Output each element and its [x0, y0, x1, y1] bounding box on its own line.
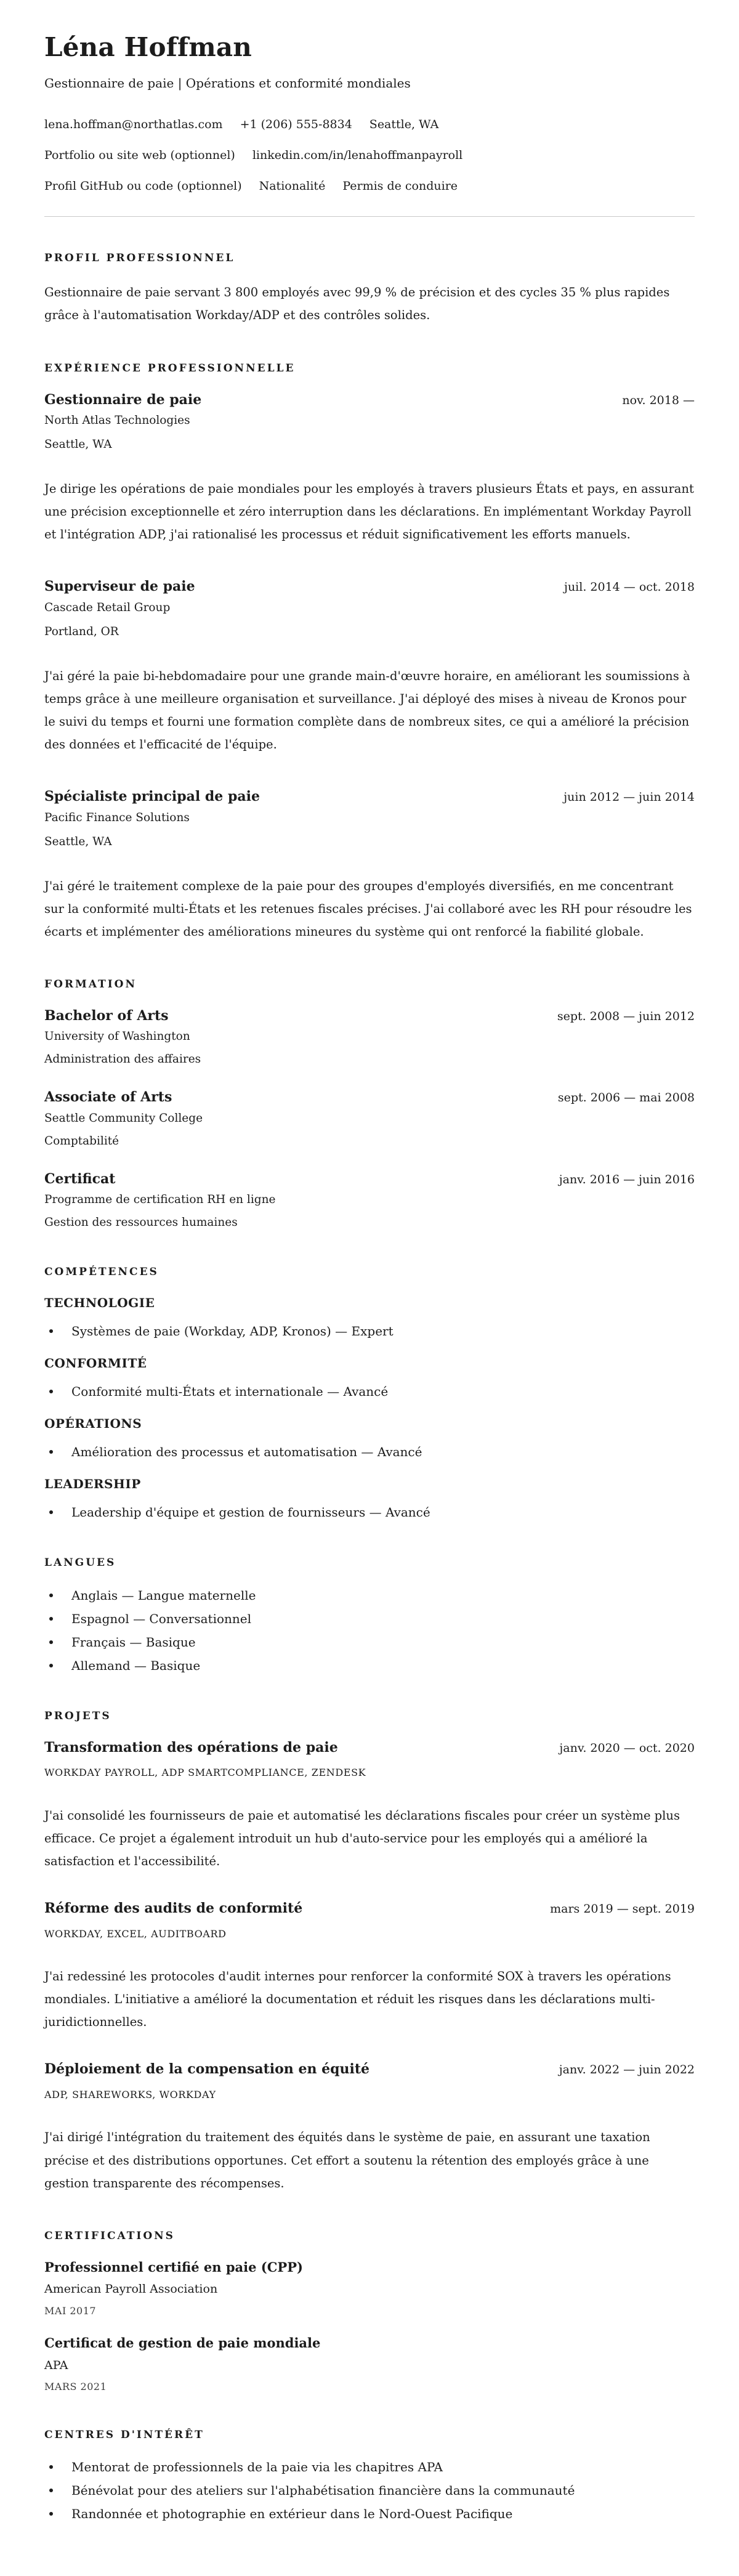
contact-row-2: [44, 148, 695, 164]
school-name: Programme de certification RH en ligne: [44, 1193, 276, 1207]
project-tools: WORKDAY PAYROLL, ADP SMARTCOMPLIANCE, ZENDESK: [44, 1767, 366, 1779]
school-name: University of Washington: [44, 1030, 190, 1043]
bullet-icon: [49, 1510, 53, 1514]
certification-entry: [44, 2259, 695, 2318]
language-item-label: Anglais — Langue maternelle: [71, 1587, 256, 1603]
education-entry: [44, 1007, 695, 1068]
job-location: Portland, OR: [44, 625, 119, 638]
certifications-heading: CERTIFICATIONS: [44, 2229, 175, 2242]
experience-heading: EXPÉRIENCE PROFESSIONNELLE: [44, 362, 296, 375]
projects-heading: PROJETS: [44, 1709, 111, 1722]
profile-summary: Gestionnaire de paie servant 3 800 employés avec 99,9 % de précision et des cycles 35 % plus rapides grâce à l'automatisation Workday/ADP et des contrôles solides.: [44, 285, 670, 323]
section-experience: [44, 362, 695, 943]
job-entry: [44, 578, 695, 756]
certification-issuer: APA: [44, 2358, 68, 2372]
job-dates: juin 2012 — juin 2014: [563, 790, 695, 804]
skill-item-label: Leadership d'équipe et gestion de fournisseurs — Avancé: [71, 1505, 430, 1520]
contact-email: lena.hoffman@northatlas.com: [44, 118, 223, 132]
skill-group: [44, 1416, 695, 1461]
language-item-label: Espagnol — Conversationnel: [71, 1611, 252, 1626]
skill-group: [44, 1476, 695, 1521]
project-dates: janv. 2022 — juin 2022: [559, 2063, 695, 2077]
job-entry-head: [44, 578, 695, 596]
interest-item-label: Randonnée et photographie en extérieur dans le Nord-Ouest Pacifique: [71, 2506, 513, 2522]
interests-heading: CENTRES D'INTÉRÊT: [44, 2429, 204, 2442]
section-skills: [44, 1265, 695, 1521]
job-dates: juil. 2014 — oct. 2018: [564, 580, 695, 594]
project-entry: [44, 1739, 695, 1873]
skill-item-label: Amélioration des processus et automatisation — Avancé: [71, 1444, 422, 1460]
contact-portfolio: Portfolio ou site web (optionnel): [44, 148, 235, 163]
contact-linkedin: linkedin.com/in/lenahoffmanpayroll: [252, 148, 463, 163]
education-dates: sept. 2006 — mai 2008: [557, 1091, 695, 1105]
interest-item: [44, 2505, 695, 2523]
bullet-icon: [49, 1450, 53, 1454]
skill-category: LEADERSHIP: [44, 1476, 141, 1492]
candidate-name: Léna Hoffman: [44, 32, 252, 62]
job-company: Cascade Retail Group: [44, 601, 171, 614]
certification-entry: [44, 2335, 695, 2394]
language-item-label: Allemand — Basique: [71, 1658, 201, 1673]
interest-item: [44, 2458, 695, 2476]
degree-title: Bachelor of Arts: [44, 1007, 169, 1024]
job-description: Je dirige les opérations de paie mondiales pour les employés à travers plusieurs États et pays, en assurant une précision exceptionnelle et zéro interruption dans les déclarations. En implémentant Workday Payroll et l'intégration ADP, j'ai rationalisé les processus et réduit significativement les efforts manuels.: [44, 482, 694, 542]
job-company: Pacific Finance Solutions: [44, 811, 190, 824]
project-dates: mars 2019 — sept. 2019: [550, 1902, 695, 1916]
contact-github: Profil GitHub ou code (optionnel): [44, 179, 242, 193]
contact-phone: +1 (206) 555-8834: [240, 118, 352, 132]
education-dates: sept. 2008 — juin 2012: [557, 1009, 695, 1023]
certification-title: Professionnel certifié en paie (CPP): [44, 2259, 303, 2275]
bullet-icon: [49, 1329, 53, 1333]
field-of-study: Administration des affaires: [44, 1053, 201, 1066]
contact-location: Seattle, WA: [369, 118, 439, 132]
education-entry-head: [44, 1088, 695, 1106]
school-name: Seattle Community College: [44, 1111, 203, 1125]
section-education: [44, 978, 695, 1231]
section-languages: [44, 1556, 695, 1674]
bullet-icon: [49, 1664, 53, 1667]
language-item: [44, 1656, 695, 1675]
language-item: [44, 1633, 695, 1651]
candidate-headline: Gestionnaire de paie | Opérations et conformité mondiales: [44, 76, 411, 91]
project-title: Déploiement de la compensation en équité: [44, 2061, 370, 2078]
bullet-icon: [49, 1617, 53, 1621]
bullet-icon: [49, 2465, 53, 2469]
project-description: J'ai redessiné les protocoles d'audit internes pour renforcer la conformité SOX à travers les opérations mondiales. L'initiative a amélioré la documentation et réduit les risques dans les déclarations multi-juridictionnelles.: [44, 1969, 671, 2030]
project-entry: [44, 2060, 695, 2194]
job-title: Spécialiste principal de paie: [44, 788, 260, 804]
education-entry: [44, 1170, 695, 1231]
language-item-label: Français — Basique: [71, 1634, 196, 1650]
degree-title: Certificat: [44, 1170, 116, 1187]
job-title: Gestionnaire de paie: [44, 391, 202, 408]
education-heading: FORMATION: [44, 978, 137, 990]
job-company: North Atlas Technologies: [44, 414, 190, 427]
project-entry: [44, 1900, 695, 2033]
interest-item-label: Bénévolat pour des ateliers sur l'alphabétisation financière dans la communauté: [71, 2483, 575, 2498]
degree-title: Associate of Arts: [44, 1089, 172, 1106]
skill-category: CONFORMITÉ: [44, 1356, 147, 1371]
project-title: Réforme des audits de conformité: [44, 1900, 303, 1916]
education-entry: [44, 1088, 695, 1149]
bullet-icon: [49, 1640, 53, 1644]
job-dates: nov. 2018 —: [622, 393, 695, 407]
bullet-icon: [49, 1390, 53, 1393]
skill-group: [44, 1295, 695, 1340]
job-entry: [44, 391, 695, 546]
job-description: J'ai géré le traitement complexe de la paie pour des groupes d'employés diversifiés, en me concentrant sur la conformité multi-États et les retenues fiscales précises. J'ai collaboré avec les RH pour résoudre les écarts et implémenter des améliorations mineures du système qui ont renforcé la fiabilité globale.: [44, 878, 692, 939]
contact-row-1: [44, 117, 695, 133]
skill-category: TECHNOLOGIE: [44, 1295, 155, 1311]
language-item: [44, 1586, 695, 1605]
interest-item-label: Mentorat de professionnels de la paie via les chapitres APA: [71, 2460, 443, 2475]
project-tools: WORKDAY, EXCEL, AUDITBOARD: [44, 1927, 227, 1940]
job-location: Seattle, WA: [44, 835, 112, 848]
section-projects: [44, 1709, 695, 2195]
certification-date: MAI 2017: [44, 2304, 97, 2317]
interest-item: [44, 2481, 695, 2500]
contact-driving-license: Permis de conduire: [342, 179, 458, 193]
skill-category: OPÉRATIONS: [44, 1416, 142, 1432]
project-dates: janv. 2020 — oct. 2020: [559, 1741, 695, 1755]
project-tools: ADP, SHAREWORKS, WORKDAY: [44, 2088, 216, 2100]
skill-item-label: Conformité multi-États et internationale — Avancé: [71, 1384, 389, 1399]
education-entry-head: [44, 1170, 695, 1188]
certification-date: MARS 2021: [44, 2381, 107, 2393]
skills-heading: COMPÉTENCES: [44, 1266, 159, 1279]
project-title: Transformation des opérations de paie: [44, 1739, 338, 1756]
profile-heading: PROFIL PROFESSIONNEL: [44, 252, 235, 265]
skill-item: [44, 1322, 695, 1340]
languages-heading: LANGUES: [44, 1557, 116, 1569]
job-entry-head: [44, 788, 695, 806]
job-entry: [44, 788, 695, 943]
job-location: Seattle, WA: [44, 438, 112, 452]
certification-issuer: American Payroll Association: [44, 2282, 218, 2296]
bullet-icon: [49, 2512, 53, 2516]
skill-item: [44, 1382, 695, 1401]
job-entry-head: [44, 391, 695, 409]
project-entry-head: [44, 1739, 695, 1757]
job-description: J'ai géré la paie bi-hebdomadaire pour une grande main-d'œuvre horaire, en améliorant les soumissions à temps grâce à une meilleure organisation et surveillance. J'ai déployé des mises à niveau de Kronos pour le suivi du temps et fourni une formation complète dans de nombreux sites, ce qui a amélioré la précision des données et l'efficacité de l'équipe.: [44, 668, 690, 751]
section-profile: [44, 251, 695, 326]
skill-item-label: Systèmes de paie (Workday, ADP, Kronos) — Expert: [71, 1324, 394, 1339]
section-interests: [44, 2428, 695, 2523]
field-of-study: Gestion des ressources humaines: [44, 1216, 238, 1229]
contact-row-3: [44, 179, 695, 195]
resume-header: [44, 32, 695, 194]
certification-title: Certificat de gestion de paie mondiale: [44, 2335, 321, 2351]
job-title: Superviseur de paie: [44, 578, 195, 595]
project-entry-head: [44, 1900, 695, 1918]
education-dates: janv. 2016 — juin 2016: [559, 1172, 695, 1186]
project-description: J'ai dirigé l'intégration du traitement des équités dans le système de paie, en assurant une taxation précise et des distributions opportunes. Cet effort a soutenu la rétention des employés grâce à une gestion transparente des récompenses.: [44, 2130, 650, 2190]
bullet-icon: [49, 2489, 53, 2492]
field-of-study: Comptabilité: [44, 1134, 119, 1148]
header-divider: [44, 216, 695, 217]
project-entry-head: [44, 2060, 695, 2078]
contact-nationality: Nationalité: [259, 179, 326, 193]
section-certifications: [44, 2229, 695, 2394]
education-entry-head: [44, 1007, 695, 1025]
skill-item: [44, 1503, 695, 1521]
skill-group: [44, 1355, 695, 1401]
language-item: [44, 1610, 695, 1628]
skill-item: [44, 1443, 695, 1461]
bullet-icon: [49, 1594, 53, 1597]
project-description: J'ai consolidé les fournisseurs de paie et automatisé les déclarations fiscales pour créer un système plus efficace. Ce projet a également introduit un hub d'auto-service pour les employés qui a amélioré la satisfaction et l'accessibilité.: [44, 1808, 680, 1868]
